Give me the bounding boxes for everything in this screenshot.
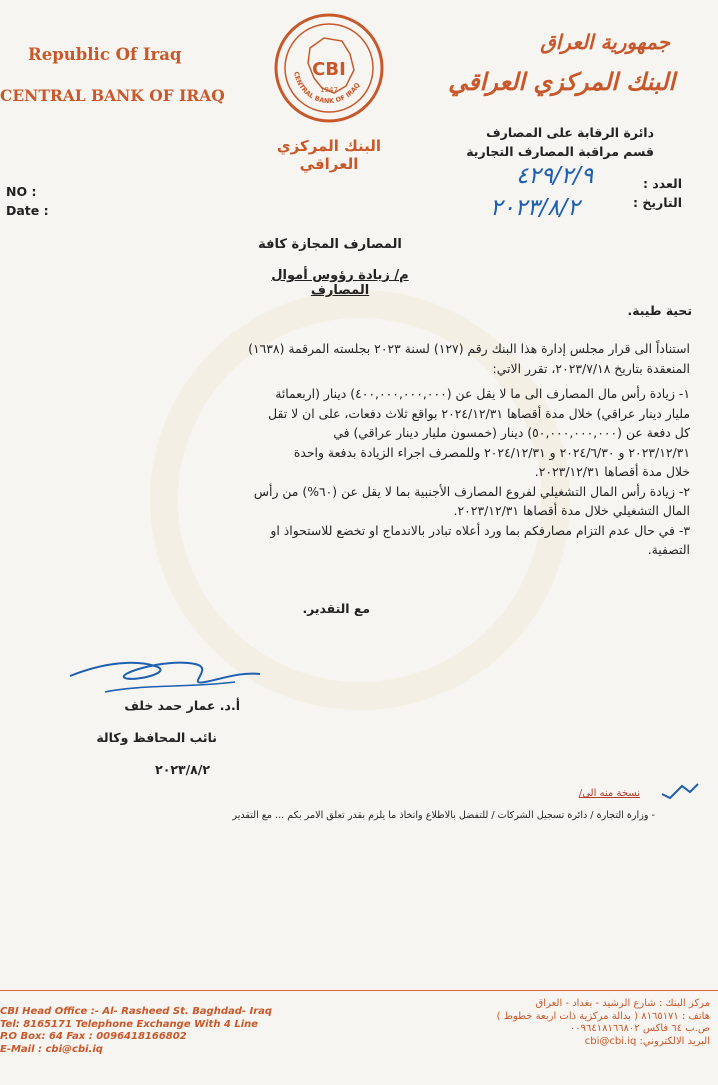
signature — [65, 652, 265, 700]
ref-date-label-ar: التاريخ : — [632, 195, 682, 210]
logo-initials: CBI — [312, 59, 346, 80]
header-republic-ar: جمهورية العراق — [540, 30, 670, 54]
footer-en — [0, 1006, 340, 1056]
addressee: المصارف المجازة كافة — [258, 237, 402, 252]
item1-line: ١- زيادة رأس مال المصارف الى ما لا يقل عن (٤٠٠,٠٠٠,٠٠٠,٠٠٠) دينار (اربعمائة — [275, 386, 690, 401]
checkmark-icon — [660, 782, 700, 800]
section-name: قسم مراقبة المصارف التجارية — [466, 144, 654, 159]
cbi-seal-icon — [274, 8, 384, 133]
signature-scribble-icon — [65, 652, 265, 700]
dept-name: دائرة الرقابة على المصارف — [486, 125, 654, 140]
check-mark — [660, 782, 700, 800]
intro-line: استناداً الى قرار مجلس إدارة هذا البنك رقم (١٢٧) لسنة ٢٠٢٣ بجلسته المرقمة (١٦٣٨) — [248, 341, 690, 356]
item2-line: المال التشغيلي خلال مدة أقصاها ٢٠٢٣/١٢/٣١. — [453, 503, 690, 518]
footer-pobox-ar: ص.ب ٦٤ فاكس ٠٠٩٦٤١٨١٦٦٨٠٢ — [569, 1023, 710, 1034]
footer-email-ar: البريد الالكتروني: cbi@cbi.iq — [584, 1035, 710, 1047]
copy-to: نسخة منه الى/ — [578, 788, 640, 799]
signer-name: أ.د. عمار حمد خلف — [124, 698, 240, 713]
footer-ar — [420, 998, 710, 1048]
footer-phone-en: Tel: 8165171 Telephone Exchange With 4 Line — [0, 1018, 259, 1030]
item1-line: ٢٠٢٣/١٢/٣١ و ٢٠٢٤/٦/٣٠ و ٢٠٢٤/١٢/٣١ وللمصرف اجراء الزيادة بدفعة واحدة — [293, 444, 690, 460]
intro-line: المنعقدة بتاريخ ٢٠٢٣/٧/١٨، تقرر الاتي: — [492, 360, 690, 376]
item3-line: ٣- في حال عدم التزام مصارفكم بما ورد أعلاه تبادر بالاندماج او تخضع للاستحواذ او — [270, 522, 690, 538]
header-central-bank-ar: البنك المركزي العراقي — [448, 68, 675, 96]
footer-address-en: CBI Head Office :- Al- Rasheed St. Baghdad- Iraq — [0, 1006, 273, 1017]
item1-line: مليار دينار عراقي) خلال مدة أقصاها ٢٠٢٤/١٢/٣١ بواقع ثلاث دفعات، على ان لا تقل — [268, 405, 690, 421]
copy-line: - وزارة التجارة / دائرة تسجيل الشركات / للتفضل بالاطلاع واتخاذ ما يلزم بقدر تعلق الامر بكم ... مع التقدير — [232, 810, 655, 821]
item1-line: كل دفعة عن (٥٠,٠٠٠,٠٠٠,٠٠٠) دينار (خمسون مليار دينار عراقي) في — [333, 425, 690, 440]
footer-divider — [0, 990, 718, 991]
footer-email-en: E-Mail : cbi@cbi.iq — [0, 1043, 103, 1055]
logo-arabic-caption: البنك المركزي العراقي — [276, 137, 382, 173]
letter-body — [60, 339, 690, 560]
footer-phone-ar: هاتف : ٨١٦٥١٧١ ( بدالة مركزية ذات اربعة خطوط ) — [496, 1010, 710, 1022]
ref-date-value: ٢٠٢٣/٨/٢ — [490, 195, 580, 221]
closing: مع التقدير. — [302, 601, 370, 616]
logo-year: 1947 — [320, 86, 338, 94]
header-republic: Republic Of Iraq — [28, 45, 182, 64]
footer-address-ar: مركز البنك : شارع الرشيد - بغداد - العراق — [535, 998, 710, 1009]
ref-date-label-en: Date : — [6, 203, 49, 218]
ref-no-label-ar: العدد : — [642, 176, 682, 191]
sign-date: ٢٠٢٣/٨/٢ — [155, 762, 210, 777]
logo-ring-text: CENTRAL BANK OF IRAQ — [292, 70, 362, 106]
ref-no-label-en: NO : — [6, 184, 37, 199]
subject: م/ زيادة رؤوس أموال المصارف — [271, 268, 409, 298]
item2-line: ٢- زيادة رأس المال التشغيلي لفروع المصارف الأجنبية بما لا يقل عن (٦٠%) من رأس — [253, 483, 690, 499]
signer-title: نائب المحافظ وكالة — [96, 730, 217, 745]
ref-no-value: ٤٢٩/٢/٩ — [516, 163, 594, 189]
item3-line: التصفية. — [647, 542, 690, 557]
cbi-logo — [274, 8, 384, 133]
item1-line: خلال مدة أقصاها ٢٠٢٣/١٢/٣١. — [534, 464, 690, 479]
footer-pobox-en: P.O Box: 64 Fax : 0096418166802 — [0, 1031, 187, 1042]
greeting: تحية طيبة. — [627, 303, 692, 318]
header-central-bank: CENTRAL BANK OF IRAQ — [0, 86, 225, 105]
